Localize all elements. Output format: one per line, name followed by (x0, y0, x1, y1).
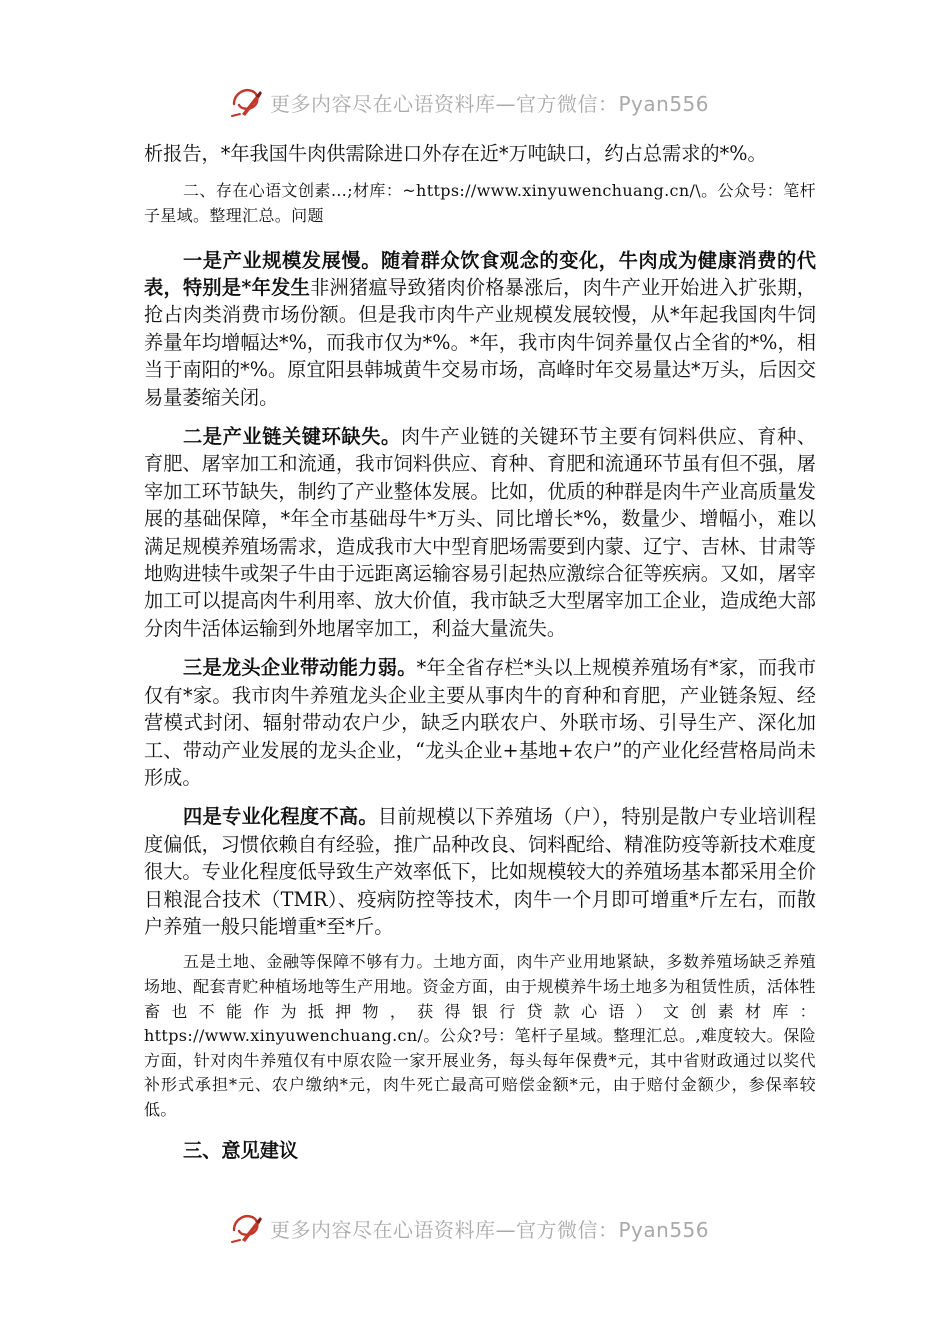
section-heading-problems: 二、存在心语文创素…;材库：~https://www.xinyuwenchuang.cn/\。公众号：笔杆子星域。整理汇总。问题 (144, 181, 816, 225)
point-title-4: 四是专业化程度不高。 (183, 805, 378, 829)
document-body (144, 140, 816, 1164)
pen-logo-icon (228, 1210, 264, 1246)
point-body-4: 目前规模以下养殖场（户），特别是散户专业培训程度偏低，习惯依赖自有经验，推广品种改良、饲料配给、精准防疫等新技术难度很大。专业化程度低导致生产效率低下，比如规模较大的养殖场基本都采用全价日粮混合技术（TMR）、疫病防控等技术，肉牛一个月即可增重*斤左右，而散户养殖一般只能增重*至*斤。 (144, 805, 817, 938)
pen-logo-icon (228, 84, 264, 120)
paragraph-specialization (144, 803, 816, 940)
paragraph-land-finance: 五是土地、金融等保障不够有力。土地方面，肉牛产业用地紧缺，多数养殖场缺乏养殖场地、配套青贮种植场地等生产用地。资金方面，由于规模养牛场土地多为租赁性质，活体牲畜也不能作为抵押物，获得银行贷款心语）文创素材库：https://www.xinyuwenchuang.cn/。公众?号：笔杆子星域。整理汇总。,难度较大。保险方面，针对肉牛养殖仅有中原农险一家开展业务，每头每年保费*元，其中省财政通过以奖代补形式承担*元、农户缴纳*元，肉牛死亡最高可赔偿金额*元，由于赔付金额少，参保率较低。 (144, 952, 816, 1119)
paragraph-analysis-summary: 析报告，*年我国牛肉供需除进口外存在近*万吨缺口，约占总需求的*%。 (144, 142, 767, 165)
section-heading-suggestions: 三、意见建议 (183, 1138, 299, 1162)
point-title-2: 二是产业链关键环缺失。 (183, 425, 401, 449)
point-body-2: 肉牛产业链的关键环节主要有饲料供应、育种、育肥、屠宰加工和流通，我市饲料供应、育种、育肥和流通环节虽有但不强，屠宰加工环节缺失，制约了产业整体发展。比如，优质的种群是肉牛产业高质量发展的基础保障，*年全市基础母牛*万头、同比增长*%，数量少、增幅小，难以满足规模养殖场需求，造成我市大中型育肥场需要到内蒙、辽宁、吉林、甘肃等地购进犊牛或架子牛由于远距离运输容易引起热应激综合征等疾病。又如，屠宰加工可以提高肉牛利用率、放大价值，我市缺乏大型屠宰加工企业，造成绝大部分肉牛活体运输到外地屠宰加工，利益大量流失。 (144, 425, 817, 640)
paragraph-industry-scale (144, 247, 816, 411)
point-title-1: 一是产业规模发展慢。随着群众饮食观念的变化，牛肉成为健康消费的代表，特别是*年发生 (144, 248, 816, 299)
paragraph-industry-chain (144, 423, 816, 642)
watermark-text: 更多内容尽在心语资料库—官方微信：Pyan556 (270, 91, 710, 116)
watermark-text: 更多内容尽在心语资料库—官方微信：Pyan556 (270, 1217, 710, 1242)
point-body-3: *年全省存栏*头以上规模养殖场有*家，而我市仅有*家。我市肉牛养殖龙头企业主要从事肉牛的育种和育肥，产业链条短、经营模式封闭、辐射带动农户少，缺乏内联农户、外联市场、引导生产、深化加工、带动产业发展的龙头企业，“龙头企业+基地+农户”的产业化经营格局尚未形成。 (144, 656, 817, 789)
point-body-1: 非洲猪瘟导致猪肉价格暴涨后，肉牛产业开始进入扩张期，抢占肉类消费市场份额。但是我市肉牛产业规模发展较慢，从*年起我国肉牛饲养量年均增幅达*%，而我市仅为*%。*年，我市肉牛饲养量仅占全省的*%，相当于南阳的*%。原宜阳县韩城黄牛交易市场，高峰时年交易量达*万头，后因交易量萎缩关闭。 (144, 276, 816, 409)
paragraph-leading-enterprises (144, 654, 816, 791)
footer-watermark (0, 1208, 950, 1248)
point-title-3: 三是龙头企业带动能力弱。 (183, 656, 417, 680)
header-watermark (0, 82, 950, 122)
